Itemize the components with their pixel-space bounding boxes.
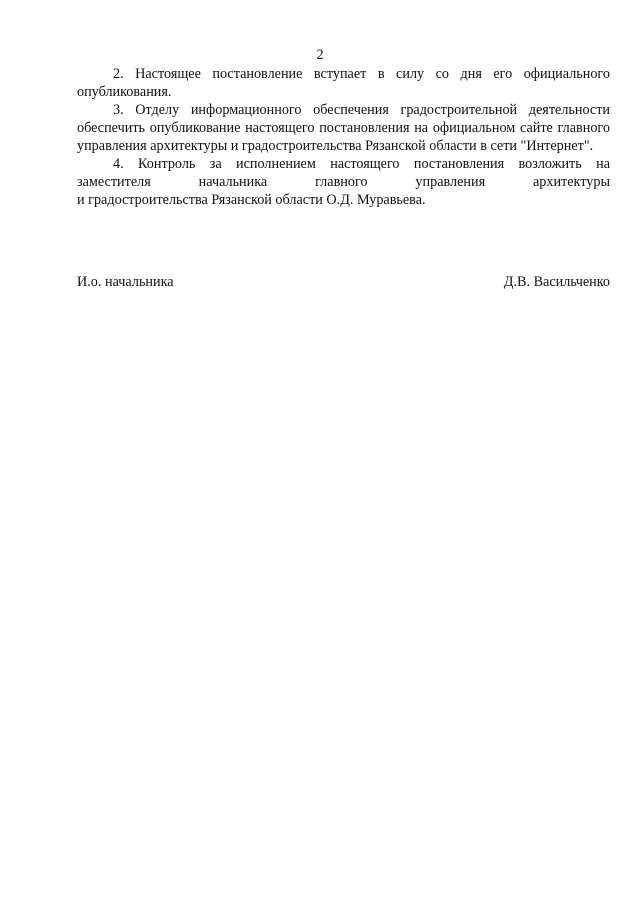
signatory-title: И.о. начальника <box>77 274 174 290</box>
paragraph-4-continuation: и градостроительства Рязанской области О.Д. Муравьева. <box>77 192 426 208</box>
paragraph-3: 3. Отделу информационного обеспечения градостроительной деятельности обеспечить опубликование настоящего постановления на официальном сайте главного управления архитектуры и градостроительства Рязанской области в сети "Интернет". <box>77 102 610 154</box>
paragraph-2: 2. Настоящее постановление вступает в силу со дня его официального опубликования. <box>77 66 610 100</box>
signatory-name: Д.В. Васильченко <box>503 274 610 290</box>
paragraph-4: 4. Контроль за исполнением настоящего постановления возложить на заместителя начальника главного управления архитектуры <box>77 156 610 190</box>
signature-block <box>77 273 610 291</box>
page-number: 2 <box>316 47 324 63</box>
document-body <box>77 65 610 209</box>
